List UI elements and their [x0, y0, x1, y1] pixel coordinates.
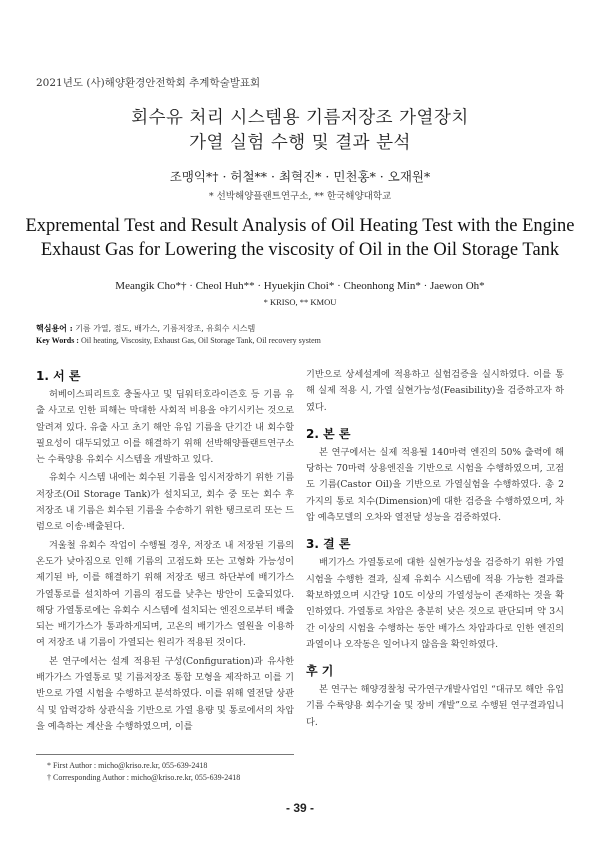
section-body-heading: 2. 본 론	[306, 426, 351, 441]
keywords-korean-text: 기름 가열, 점도, 배가스, 기름저장조, 유회수 시스템	[75, 324, 256, 333]
footnote-corresponding-author: † Corresponding Author : micho@kriso.re.kr, 055-639-2418	[47, 773, 241, 782]
acknowledgement-paragraph: 본 연구는 해양경찰청 국가연구개발사업인 “대규모 해안 유입기름 수륙양용 회수기술 및 장비 개발”으로 수행된 연구결과입니다.	[306, 684, 564, 728]
footnote-divider	[36, 754, 294, 755]
korean-title-line-1: 회수유 처리 시스템용 기름저장조 가열장치	[131, 108, 469, 128]
introduction-paragraph-3: 겨울철 유회수 작업이 수행될 경우, 저장조 내 저장된 기름의 온도가 낮아짐으로 인해 기름의 고점도화 또는 고형화 가능성이 제기된 바, 이를 해결하기 위해 저장조 탱크 하단부에 배기가스 가열통로를 설치하여 기름의 점도를 낮추는 방안이 도출되었다. 해당 가열통로에는 유회수 시스템에 설치되는 엔진으로부터 배출되는 배기가스가 통과하게되며, 고온의 배기가스 열원을 이용하여 저장조 내 기름이 가열되는 원리가 적용된 것이다.	[36, 539, 294, 649]
keywords-english-label: Key Words :	[36, 336, 79, 345]
keywords-english-text: Oil heating, Viscosity, Exhaust Gas, Oil Storage Tank, Oil recovery system	[80, 336, 321, 345]
english-authors: Meangik Cho*† · Cheol Huh** · Hyuekjin Choi* · Cheonhong Min* · Jaewon Oh*	[115, 280, 485, 292]
english-title-line-1: Expremental Test and Result Analysis of Oil Heating Test with the Engine	[25, 216, 575, 236]
english-affiliations: * KRISO, ** KMOU	[263, 297, 337, 307]
section-conclusion-heading: 3. 결 론	[306, 537, 351, 552]
english-title-line-2: Exhaust Gas for Lowering the viscosity of Oil in the Oil Storage Tank	[40, 240, 560, 260]
introduction-paragraph-2: 유회수 시스템 내에는 회수된 기름을 임시저장하기 위한 기름 저장조(Oil Storage Tank)가 설치되고, 회수 중 또는 회수 후 저장조 내 기름은 회수된 기름을 수송하기 위한 탱크로리 또는 드럼으로 이송·배출된다.	[36, 472, 294, 533]
introduction-paragraph-4: 본 연구에서는 설계 적용된 구성(Configuration)과 유사한 배가가스 가열통로 및 기름저장조 통합 모형을 제작하고 이를 기반으로 가열 시험을 수행하고 분석하였다. 이를 위해 열전달 상관식 및 압력강하 상관식을 기반으로 가열 용량 및 통로에서의 차압을 예측하는 계산을 수행하였으며, 이를	[36, 655, 294, 732]
body-paragraph-1: 본 연구에서는 실제 적용될 140마력 엔진의 50% 출력에 해당하는 70마력 상용엔진을 기반으로 시험을 수행하였으며, 고점도 기름(Castor Oil)을 기반으로 가열실험을 수행하였다. 총 2가지의 통로 치수(Dimension)에 대한 검증을 수행하였으며, 차압 예측모델의 오차와 열전달 성능을 검증하였다.	[306, 446, 564, 524]
right-column	[306, 367, 564, 733]
page-number: - 39 -	[285, 801, 314, 815]
conclusion-paragraph-1: 배기가스 가열통로에 대한 실현가능성을 검증하기 위한 가열시험을 수행한 결과, 실제 유회수 시스템에 적용 가능한 결과를 확보하였으며 시간당 10도 이상의 가열성능이 존재하는 것을 확인하였다. 가열통로 차압은 충분히 낮은 것으로 판단되며 약 3시간 이상의 시험을 수행하는 동안 배가스 차압과다로 인한 엔진의 과열이나 오작동은 일어나지 않음을 확인하였다.	[306, 557, 564, 650]
keywords-korean	[36, 323, 255, 334]
korean-authors: 조맹익*† · 허철** · 최혁진* · 민천홍* · 오재원*	[169, 169, 431, 184]
section-acknowledgement-heading: 후 기	[306, 664, 334, 679]
footnote-first-author: * First Author : micho@kriso.re.kr, 055-639-2418	[47, 761, 208, 770]
section-introduction-heading: 1. 서 론	[36, 369, 81, 383]
introduction-paragraph-4-continued: 기반으로 상세설계에 적용하고 실험검증을 실시하였다. 이를 통해 실제 적용 시, 가열 실현가능성(Feasibility)을 검증하고자 하였다.	[306, 369, 564, 413]
korean-affiliations: * 선박해양플랜트연구소, ** 한국해양대학교	[208, 191, 392, 202]
keywords-korean-label: 핵심용어 :	[36, 323, 73, 333]
keywords-english	[36, 336, 321, 345]
korean-title-line-2: 가열 실험 수행 및 결과 분석	[189, 133, 411, 153]
left-column	[36, 367, 294, 737]
introduction-paragraph-1: 허베이스피리트호 충돌사고 및 딥워터호라이즌호 등 기름 유출 사고로 인한 피해는 막대한 사회적 비용을 야기시키는 것으로 알려져 있다. 유출 사고 초기 해안 유입 기름을 단기간 내 회수할 필요성이 대두되었고 이를 해결하기 위해 선박해양플랜트연구소는 수륙양용 유회수 시스템을 개발하고 있다.	[36, 389, 294, 466]
conference-header: 2021년도 (사)해양환경안전학회 추계학술발표회	[36, 77, 261, 89]
